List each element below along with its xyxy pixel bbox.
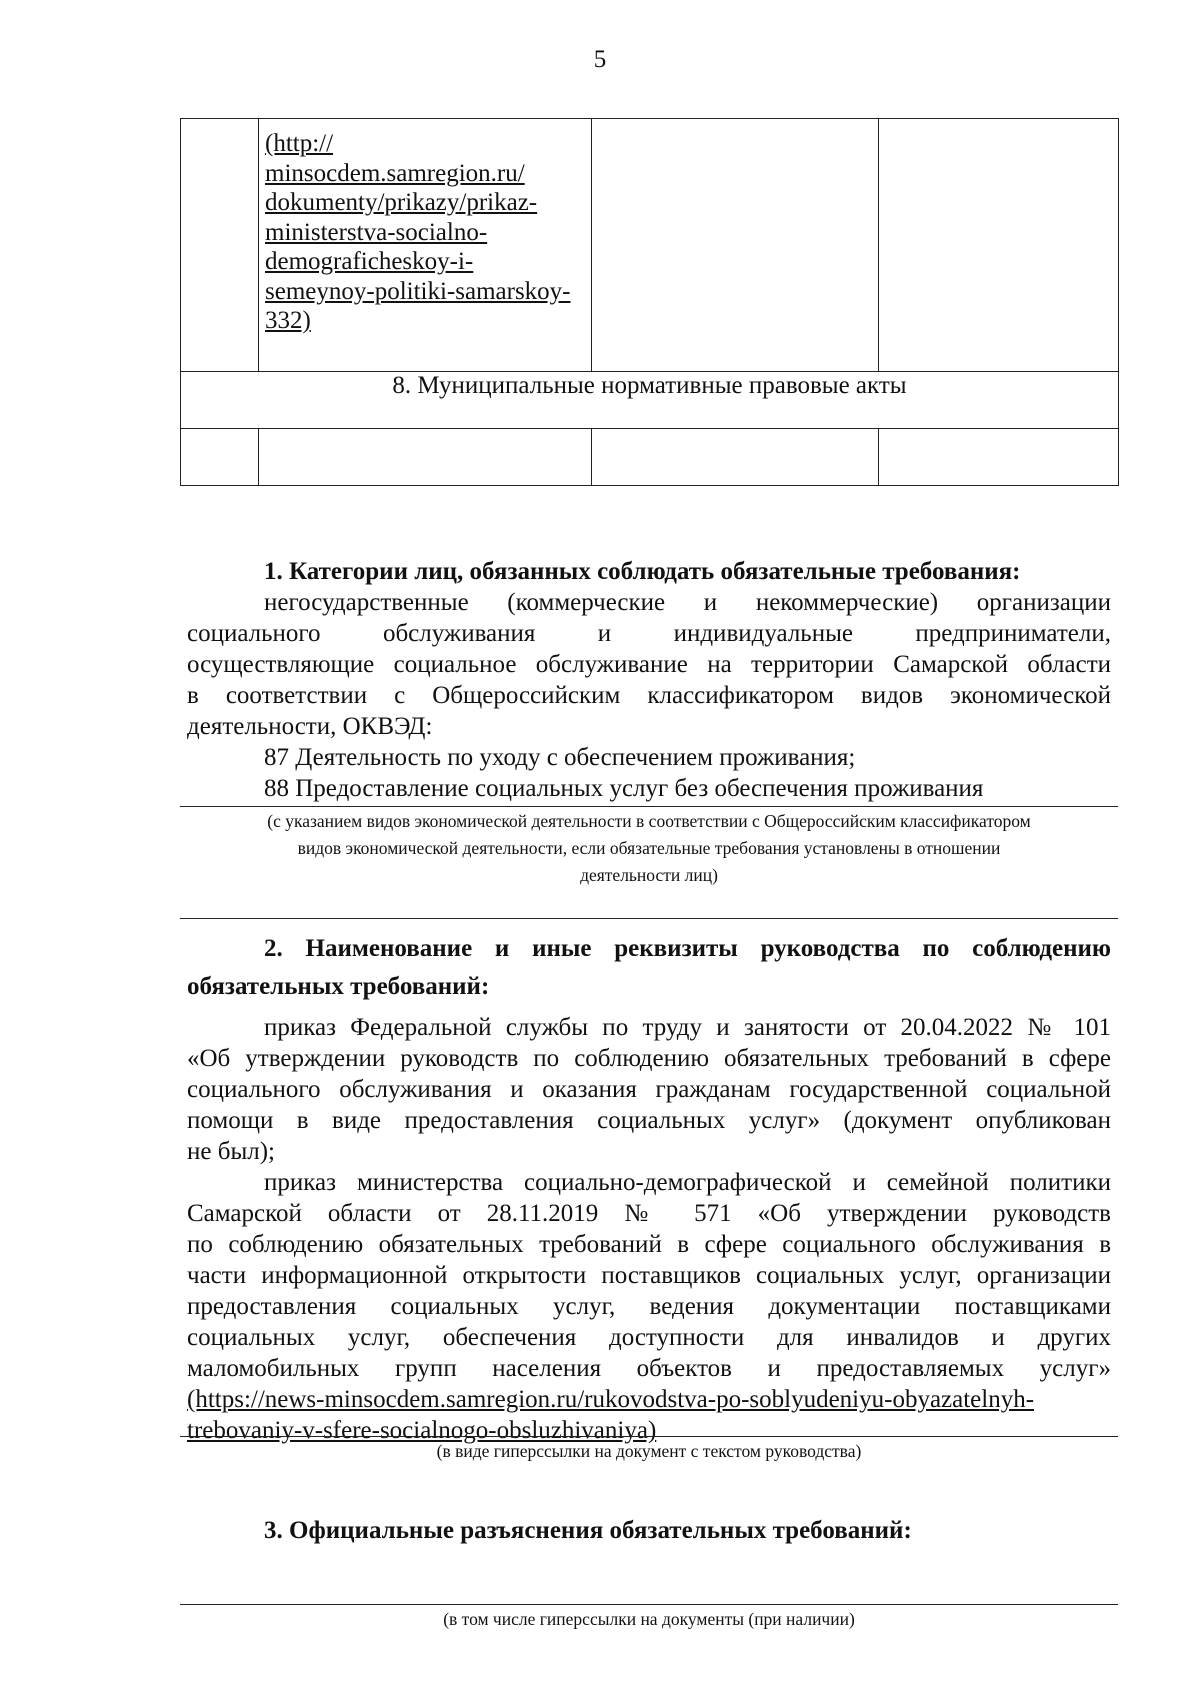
section-2 <box>187 930 1111 1446</box>
section-1-text-line: негосударственные (коммерческие и некоммерческие) организации <box>264 589 1111 616</box>
act-link-cell <box>259 119 592 372</box>
section-2-note-wrap <box>180 1438 1118 1465</box>
order-101-line: не был); <box>187 1138 275 1165</box>
order-101-line: «Об утверждении руководств по соблюдению обязательных требований в сфере <box>187 1045 1111 1072</box>
guidance-hyperlink[interactable]: (https://news-minsocdem.samregion.ru/rukovodstva-po-soblyudeniyu-obyazatelnyh- <box>187 1386 1035 1413</box>
table-cell <box>592 119 879 372</box>
order-101-line: помощи в виде предоставления социальных услуг» (документ опубликован <box>187 1107 1111 1134</box>
table-section-row <box>181 372 1119 429</box>
section-title-municipal-acts: 8. Муниципальные нормативные правовые акты <box>181 372 1119 429</box>
guidance-hyperlink[interactable]: trebovaniy-v-sfere-socialnogo-obsluzhivaniya) <box>187 1417 657 1444</box>
order-571-line: по соблюдению обязательных требований в сфере социального обслуживания в <box>187 1231 1111 1258</box>
act-link-line[interactable]: dokumenty/prikazy/prikaz- <box>265 189 538 216</box>
table-row <box>181 119 1119 372</box>
page-number: 5 <box>593 46 607 73</box>
underline-divider <box>180 1604 1118 1605</box>
section-1-heading: 1. Категории лиц, обязанных соблюдать обязательные требования: <box>264 558 1021 585</box>
order-101-line: приказ Федеральной службы по труду и занятости от 20.04.2022 № 101 <box>264 1014 1111 1041</box>
section-3-heading: 3. Официальные разъяснения обязательных требований: <box>264 1517 912 1544</box>
order-101-line: социального обслуживания и оказания гражданам государственной социальной <box>187 1076 1111 1103</box>
section-3-note: (в том числе гиперссылки на документы (при наличии) <box>443 1609 855 1629</box>
section-2-heading: обязательных требований: <box>187 973 490 1000</box>
table-cell <box>592 429 879 486</box>
section-3 <box>187 1515 1111 1546</box>
act-link-line[interactable]: 332) <box>265 307 311 334</box>
section-1-note-line: видов экономической деятельности, если обязательные требования установлены в отношении <box>297 838 1001 858</box>
section-2-note: (в виде гиперссылки на документ с текстом руководства) <box>436 1441 862 1461</box>
act-link-line[interactable]: minsocdem.samregion.ru/ <box>265 159 525 187</box>
act-link-line[interactable]: (http:// <box>265 130 334 157</box>
table-cell <box>879 119 1119 372</box>
order-571-line: приказ министерства социально-демографической и семейной политики <box>264 1169 1111 1196</box>
table-row <box>181 429 1119 486</box>
order-571-line: маломобильных групп населения объектов и предоставляемых услуг» <box>187 1355 1111 1382</box>
section-1-text-line: деятельности, ОКВЭД: <box>187 713 433 740</box>
table-cell <box>181 119 259 372</box>
act-link-line[interactable]: demograficheskoy-i- <box>265 248 474 275</box>
underline-divider <box>180 918 1118 919</box>
table-cell <box>879 429 1119 486</box>
section-1-note-line: деятельности лиц) <box>580 865 718 885</box>
section-1-text-line: в соответствии с Общероссийским классификатором видов экономической <box>187 682 1111 709</box>
underline-divider <box>180 806 1118 807</box>
section-1-text-line: осуществляющие социальное обслуживание на территории Самарской области <box>187 651 1111 678</box>
table-cell <box>259 429 592 486</box>
act-link-line[interactable]: semeynoy-politiki-samarskoy- <box>265 277 571 305</box>
underline-divider <box>180 1436 1118 1437</box>
act-link-line[interactable]: ministerstva-socialno- <box>265 218 488 246</box>
order-571-line: части информационной открытости поставщиков социальных услуг, организации <box>187 1262 1111 1289</box>
order-571-line: социальных услуг, обеспечения доступности для инвалидов и других <box>187 1324 1111 1351</box>
section-1-text-line: социального обслуживания и индивидуальные предприниматели, <box>187 620 1111 647</box>
legal-acts-table <box>180 118 1119 486</box>
order-571-line: предоставления социальных услуг, ведения документации поставщиками <box>187 1293 1111 1320</box>
section-1-note-line: (с указанием видов экономической деятельности в соответствии с Общероссийским классификатором <box>267 811 1031 831</box>
section-1 <box>187 556 1111 804</box>
section-3-note-wrap <box>180 1606 1118 1633</box>
okved-item-88: 88 Предоставление социальных услуг без обеспечения проживания <box>264 775 984 802</box>
table-cell <box>181 429 259 486</box>
okved-item-87: 87 Деятельность по уходу с обеспечением проживания; <box>264 744 856 771</box>
order-571-line: Самарской области от 28.11.2019 № 571 «Об утверждении руководств <box>187 1200 1111 1227</box>
section-1-note <box>180 808 1118 889</box>
section-2-heading: 2. Наименование и иные реквизиты руководства по соблюдению <box>264 935 1111 962</box>
